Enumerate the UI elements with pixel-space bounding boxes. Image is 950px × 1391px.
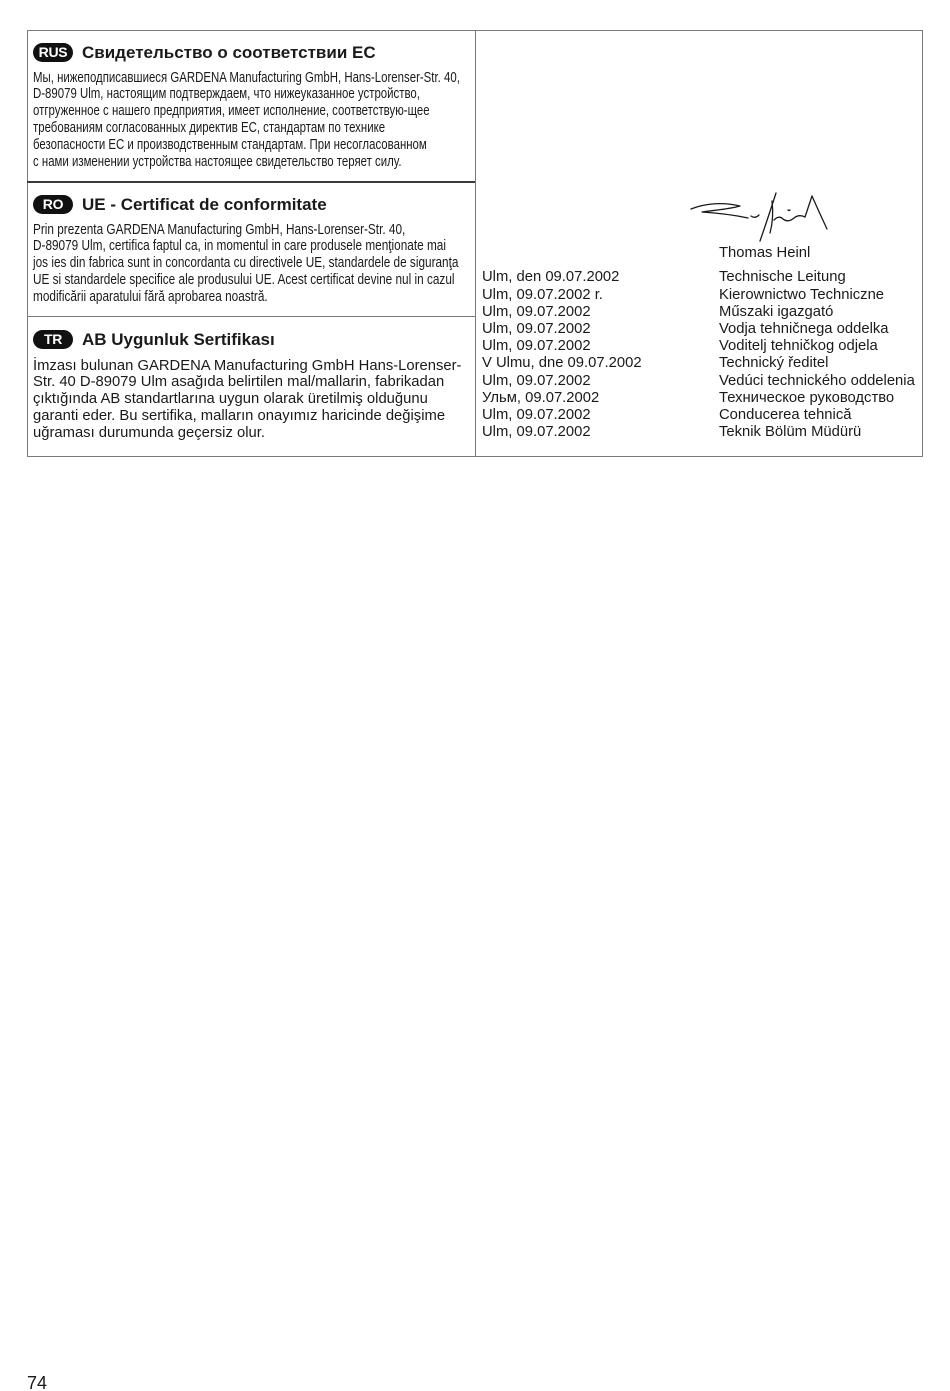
section-body-rus — [33, 70, 469, 171]
body-line: безопасности ЕС и производственным стандартам. При несогласованном — [33, 136, 427, 153]
place-date: V Ulmu, dne 09.07.2002 — [482, 355, 642, 372]
declaration-row — [482, 338, 918, 355]
position-title: Voditelj tehničkog odjela — [719, 338, 878, 355]
body-line: garanti eder. Bu sertifika, malların onayımız haricinde değişime — [33, 407, 446, 424]
section-body-tr — [33, 358, 469, 442]
place-date: Ulm, 09.07.2002 — [482, 406, 591, 423]
body-line: UE si standardele specifice ale produsului UE. Acest certificat devine nul in cazul — [33, 271, 455, 288]
declaration-row — [482, 355, 918, 372]
body-line: jos ies din fabrica sunt in concordanta cu directivele UE, standardele de siguranţa — [33, 255, 459, 272]
position-title: Technický ředitel — [719, 355, 829, 372]
body-line: D-89079 Ulm, настоящим подтверждаем, что нижеуказанное устройство, — [33, 86, 420, 103]
declaration-row — [482, 287, 918, 304]
declaration-row — [482, 373, 918, 390]
body-line: uğraması durumunda geçersiz olur. — [33, 424, 265, 441]
signature — [688, 188, 833, 248]
declaration-row — [482, 321, 918, 338]
section-divider — [27, 316, 475, 317]
declaration-row — [482, 407, 918, 424]
body-line: çıktığında AB standartlarına uygun olarak üretilmiş olduğunu — [33, 391, 428, 408]
position-title: Vedúci technického oddelenia — [719, 372, 915, 389]
language-badge-ro: RO — [33, 195, 73, 214]
declaration-row — [482, 424, 918, 441]
declaration-row — [482, 304, 918, 321]
place-date: Ulm, 09.07.2002 — [482, 320, 591, 337]
position-title: Техническое руководство — [719, 389, 895, 406]
body-line: требованиям согласованных директив ЕС, стандартам по технике — [33, 119, 386, 136]
position-title: Conducerea tehnică — [719, 406, 852, 423]
body-line: с нами изменении устройства настоящее свидетельство теряет силу. — [33, 153, 402, 170]
section-heading-ro: UE - Certificat de conformitate — [82, 195, 327, 214]
position-title: Kierownictwo Techniczne — [719, 286, 885, 303]
body-line: отгруженное с нашего предприятия, имеет исполнение, соответствую-щее — [33, 103, 430, 120]
body-line: modificării aparatului fără aprobarea noastră. — [33, 288, 268, 305]
place-date: Ulm, 09.07.2002 — [482, 303, 591, 320]
section-heading-rus: Свидетельство о соответствии ЕС — [82, 43, 376, 62]
section-body-ro — [33, 222, 469, 306]
place-date: Ulm, 09.07.2002 — [482, 338, 591, 355]
declaration-row — [482, 390, 918, 407]
page-number: 74 — [27, 1373, 48, 1391]
column-divider — [475, 30, 476, 457]
place-date: Ulm, 09.07.2002 — [482, 424, 591, 441]
body-line: İmzası bulunan GARDENA Manufacturing GmbH Hans-Lorenser- — [33, 357, 462, 374]
language-badge-tr: TR — [33, 330, 73, 349]
signatory-name: Thomas Heinl — [719, 245, 811, 262]
body-line: D-89079 Ulm, certifica faptul ca, in momentul in care produsele menţionate mai — [33, 238, 446, 255]
place-date: Ulm, den 09.07.2002 — [482, 269, 620, 286]
language-badge-rus: RUS — [33, 43, 73, 62]
position-title: Technische Leitung — [719, 269, 846, 286]
position-title: Műszaki igazgató — [719, 303, 834, 320]
place-date: Ulm, 09.07.2002 r. — [482, 286, 603, 303]
place-date: Ulm, 09.07.2002 — [482, 372, 591, 389]
body-line: Prin prezenta GARDENA Manufacturing GmbH, Hans-Lorenser-Str. 40, — [33, 221, 406, 238]
body-line: Мы, нижеподписавшиеся GARDENA Manufacturing GmbH, Hans-Lorenser-Str. 40, — [33, 69, 460, 86]
place-date: Ульм, 09.07.2002 — [482, 389, 600, 406]
declaration-list — [482, 269, 918, 441]
section-divider — [27, 181, 475, 183]
body-line: Str. 40 D-89079 Ulm asağıda belirtilen mal/mallarin, fabrikadan — [33, 374, 445, 391]
declaration-row — [482, 269, 918, 286]
position-title: Vodja tehničnega oddelka — [719, 320, 889, 337]
section-heading-tr: AB Uygunluk Sertifikası — [82, 330, 275, 349]
position-title: Teknik Bölüm Müdürü — [719, 424, 862, 441]
